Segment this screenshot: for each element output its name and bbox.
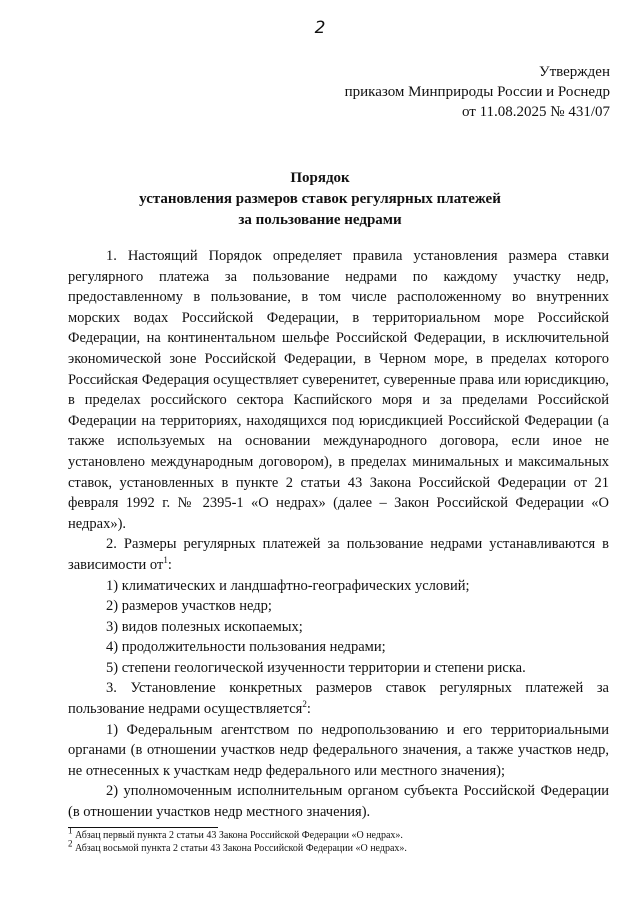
paragraph-2-end: : <box>167 556 172 573</box>
approval-line-3: от 11.08.2025 № 431/07 <box>461 104 610 120</box>
paragraph-3-item: 1) Федеральным агентством по недропользованию и его территориальными органами (в отношении участков недр федерального значения, а также участков недр, не отнесенных к участкам недр федерального или местного значения); <box>68 721 609 779</box>
approval-block <box>345 62 610 122</box>
page-number: 2 <box>314 18 326 38</box>
title-line-2: установления размеров ставок регулярных платежей <box>139 191 501 207</box>
paragraph-2-text: 2. Размеры регулярных платежей за пользование недрами устанавливаются в зависимости от <box>68 536 609 573</box>
paragraph-2 <box>68 534 609 575</box>
paragraph-3 <box>68 678 609 719</box>
paragraph-2-item: 3) видов полезных ископаемых; <box>106 618 303 635</box>
footnotes <box>68 825 609 855</box>
paragraph-3-end: : <box>306 701 311 718</box>
approval-line-2: приказом Минприроды России и Роснедр <box>344 84 610 100</box>
document-body <box>68 246 609 823</box>
footnote-1 <box>68 825 609 842</box>
paragraph-3-text: 3. Установление конкретных размеров ставок регулярных платежей за пользование недрами осуществляется <box>68 680 609 718</box>
title-line-3: за пользование недрами <box>238 212 402 228</box>
footnote-mark: 2 <box>68 838 73 849</box>
footnote-mark: 1 <box>68 825 73 836</box>
paragraph-3-item: 2) уполномоченным исполнительным органом субъекта Российской Федерации (в отношении участков недр местного значения). <box>68 783 609 821</box>
paragraph-2-item: 2) размеров участков недр; <box>106 598 272 615</box>
footnote-ref-1: 1 <box>163 555 168 566</box>
paragraph-2-item: 5) степени геологической изученности территории и степени риска. <box>106 659 526 676</box>
footnote-2 <box>68 838 609 855</box>
paragraph-1: 1. Настоящий Порядок определяет правила установления размера ставки регулярного платежа за пользование недрами по каждому участку недр, предоставленному в пользование, в том числе расположенному во внутренних морских водах Российской Федерации, в территориальном море Российской Федерации, на континентальном шельфе Российской Федерации, в исключительной экономической зоне Российской Федерации, в Черном море, в пределах которого Российская Федерация осуществляет суверенитет, суверенные права или юрисдикцию, в пределах российского сектора Каспийского моря и за пределами Российской Федерации на территориях, находящихся под юрисдикцией Российской Федерации (а также используемых на основании международного договора, если иное не установлено международным договором), в пределах минимальных и максимальных ставок, установленных в пункте 2 статьи 43 Закона Российской Федерации от 21 февраля 1992 г. № 2395-1 «О недрах» (далее – Закон Российской Федерации «О недрах»). <box>68 248 609 532</box>
footnote-ref-2: 2 <box>302 699 307 710</box>
title-line-1: Порядок <box>290 170 350 186</box>
document-title <box>0 168 640 231</box>
footnote-text: Абзац первый пункта 2 статьи 43 Закона Российской Федерации «О недрах». <box>72 830 403 841</box>
approval-line-1: Утвержден <box>538 64 610 80</box>
footnote-text: Абзац восьмой пункта 2 статьи 43 Закона Российской Федерации «О недрах». <box>72 843 407 854</box>
paragraph-2-item: 1) климатических и ландшафтно-географических условий; <box>106 577 470 594</box>
footnote-separator <box>68 827 218 828</box>
paragraph-2-item: 4) продолжительности пользования недрами; <box>106 639 386 656</box>
